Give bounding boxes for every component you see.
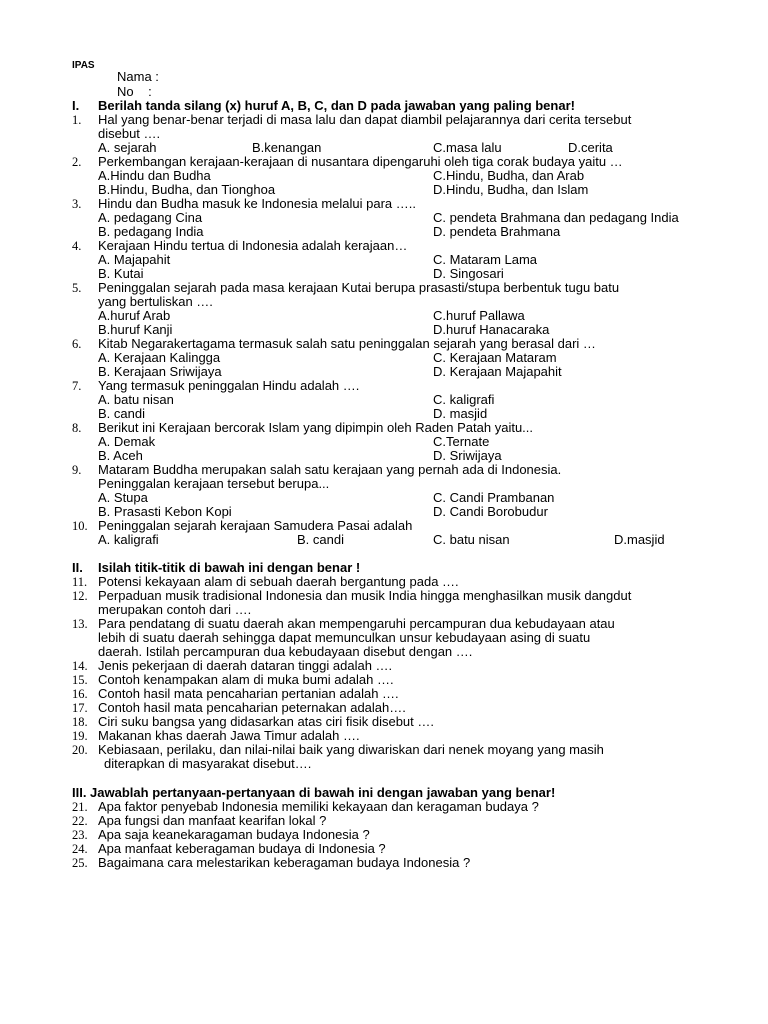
question-21 <box>0 800 768 814</box>
option-d: D. Kerajaan Majapahit <box>433 364 562 379</box>
option-b: B.huruf Kanji <box>98 322 173 337</box>
option-c: C. Mataram Lama <box>433 252 538 267</box>
question-text: Mataram Buddha merupakan salah satu kerajaan yang pernah ada di Indonesia. <box>98 462 562 477</box>
option-c: C. Candi Prambanan <box>433 490 555 505</box>
question-19 <box>0 729 768 743</box>
question-number: 14. <box>72 659 88 673</box>
option-d: D.huruf Hanacaraka <box>433 322 550 337</box>
option-d: D. Candi Borobudur <box>433 504 548 519</box>
question-13-cont2 <box>0 645 768 659</box>
question-20 <box>0 743 768 757</box>
question-text: Apa manfaat keberagaman budaya di Indonesia ? <box>98 841 386 856</box>
option-a: A. kaligrafi <box>98 532 159 547</box>
question-text: Apa faktor penyebab Indonesia memiliki kekayaan dan keragaman budaya ? <box>98 799 539 814</box>
question-text: Ciri suku bangsa yang didasarkan atas ciri fisik disebut …. <box>98 714 434 729</box>
question-text: Hindu dan Budha masuk ke Indonesia melalui para ….. <box>98 196 416 211</box>
option-a: A.huruf Arab <box>98 308 171 323</box>
question-13-cont1 <box>0 631 768 645</box>
question-6-options-row1 <box>0 351 768 365</box>
question-text: merupakan contoh dari …. <box>98 602 252 617</box>
option-b: B. Kutai <box>98 266 144 281</box>
question-text: Apa saja keanekaragaman budaya Indonesia ? <box>98 827 370 842</box>
option-a: A. Kerajaan Kalingga <box>98 350 221 365</box>
question-8-options-row2 <box>0 449 768 463</box>
section-2-number: II. <box>72 560 83 575</box>
question-number: 17. <box>72 701 88 715</box>
question-number: 23. <box>72 828 88 842</box>
question-number: 8. <box>72 421 82 435</box>
question-number: 11. <box>72 575 88 589</box>
question-number: 3. <box>72 197 82 211</box>
question-number: 18. <box>72 715 88 729</box>
question-4-options-row2 <box>0 267 768 281</box>
question-text: Hal yang benar-benar terjadi di masa lalu dan dapat diambil pelajarannya dari cerita tersebut <box>98 112 632 127</box>
question-11 <box>0 575 768 589</box>
question-text: lebih di suatu daerah sehingga dapat memunculkan unsur kebudayaan asing di suatu <box>98 630 591 645</box>
question-3 <box>0 197 768 211</box>
name-field-label: Nama : <box>117 69 159 84</box>
option-c: C.Ternate <box>433 434 490 449</box>
question-17 <box>0 701 768 715</box>
question-3-options-row1 <box>0 211 768 225</box>
question-number: 19. <box>72 729 88 743</box>
option-d: D.cerita <box>568 140 613 155</box>
question-22 <box>0 814 768 828</box>
option-d: D.masjid <box>614 532 665 547</box>
question-9-options-row1 <box>0 491 768 505</box>
question-10 <box>0 519 768 533</box>
question-text: Perpaduan musik tradisional Indonesia dan musik India hingga menghasilkan musik dangdut <box>98 588 632 603</box>
question-number: 13. <box>72 617 88 631</box>
question-5-options-row1 <box>0 309 768 323</box>
option-a: A. sejarah <box>98 140 157 155</box>
question-text: Para pendatang di suatu daerah akan mempengaruhi percampuran dua kebudayaan atau <box>98 616 615 631</box>
question-number: 9. <box>72 463 82 477</box>
option-c: C. batu nisan <box>433 532 510 547</box>
question-23 <box>0 828 768 842</box>
question-18 <box>0 715 768 729</box>
number-field-label: No : <box>117 84 152 99</box>
question-text: Kebiasaan, perilaku, dan nilai-nilai baik yang diwariskan dari nenek moyang yang masih <box>98 742 604 757</box>
question-text: diterapkan di masyarakat disebut…. <box>104 756 312 771</box>
option-c: C.huruf Pallawa <box>433 308 525 323</box>
question-1-options <box>0 141 768 155</box>
question-9-cont <box>0 477 768 491</box>
question-4-options-row1 <box>0 253 768 267</box>
question-text: Kerajaan Hindu tertua di Indonesia adalah kerajaan… <box>98 238 408 253</box>
option-a: A. Stupa <box>98 490 148 505</box>
question-text: Berikut ini Kerajaan bercorak Islam yang dipimpin oleh Raden Patah yaitu... <box>98 420 534 435</box>
question-text: Potensi kekayaan alam di sebuah daerah bergantung pada …. <box>98 574 459 589</box>
question-number: 22. <box>72 814 88 828</box>
question-number: 20. <box>72 743 88 757</box>
option-a: A. Majapahit <box>98 252 171 267</box>
question-text: Bagaimana cara melestarikan keberagaman budaya Indonesia ? <box>98 855 471 870</box>
option-b: B. Prasasti Kebon Kopi <box>98 504 232 519</box>
question-2 <box>0 155 768 169</box>
question-2-options-row2 <box>0 183 768 197</box>
question-number: 1. <box>72 113 82 127</box>
question-5-cont <box>0 295 768 309</box>
option-c: C.Hindu, Budha, dan Arab <box>433 168 585 183</box>
subject-label: IPAS <box>72 60 95 71</box>
section-2-heading <box>0 561 768 575</box>
section-1-heading <box>0 99 768 113</box>
option-d: D. pendeta Brahmana <box>433 224 561 239</box>
option-a: A. batu nisan <box>98 392 174 407</box>
question-text: Contoh kenampakan alam di muka bumi adalah …. <box>98 672 394 687</box>
question-text: Contoh hasil mata pencaharian pertanian adalah …. <box>98 686 399 701</box>
question-9 <box>0 463 768 477</box>
option-b: B. Kerajaan Sriwijaya <box>98 364 222 379</box>
question-text: Contoh hasil mata pencaharian peternakan adalah…. <box>98 700 406 715</box>
option-a: A. Demak <box>98 434 156 449</box>
question-number: 25. <box>72 856 88 870</box>
question-number: 12. <box>72 589 88 603</box>
question-3-options-row2 <box>0 225 768 239</box>
option-d: D. Singosari <box>433 266 504 281</box>
question-8 <box>0 421 768 435</box>
question-12 <box>0 589 768 603</box>
question-number: 7. <box>72 379 82 393</box>
question-text: yang bertuliskan …. <box>98 294 213 309</box>
question-7 <box>0 379 768 393</box>
option-b: B. candi <box>297 532 344 547</box>
question-number: 21. <box>72 800 88 814</box>
question-14 <box>0 659 768 673</box>
option-b: B.kenangan <box>252 140 322 155</box>
option-c: C. Kerajaan Mataram <box>433 350 557 365</box>
question-2-options-row1 <box>0 169 768 183</box>
question-16 <box>0 687 768 701</box>
question-13 <box>0 617 768 631</box>
option-c: C. pendeta Brahmana dan pedagang India <box>433 210 679 225</box>
option-c: C. kaligrafi <box>433 392 495 407</box>
option-a: A. pedagang Cina <box>98 210 203 225</box>
question-text: Jenis pekerjaan di daerah dataran tinggi adalah …. <box>98 658 393 673</box>
question-text: Makanan khas daerah Jawa Timur adalah …. <box>98 728 360 743</box>
section-1-number: I. <box>72 98 80 113</box>
option-d: D.Hindu, Budha, dan Islam <box>433 182 589 197</box>
option-c: C.masa lalu <box>433 140 502 155</box>
question-number: 2. <box>72 155 82 169</box>
question-1 <box>0 113 768 127</box>
option-a: A.Hindu dan Budha <box>98 168 211 183</box>
question-number: 10. <box>72 519 88 533</box>
question-text: Peninggalan sejarah kerajaan Samudera Pasai adalah <box>98 518 413 533</box>
option-b: B.Hindu, Budha, dan Tionghoa <box>98 182 276 197</box>
question-20-cont <box>0 757 768 771</box>
question-5 <box>0 281 768 295</box>
question-number: 4. <box>72 239 82 253</box>
question-number: 5. <box>72 281 82 295</box>
option-d: D. Sriwijaya <box>433 448 502 463</box>
question-text: daerah. Istilah percampuran dua kebudayaan disebut dengan …. <box>98 644 473 659</box>
question-4 <box>0 239 768 253</box>
section-2-title: Isilah titik-titik di bawah ini dengan benar ! <box>98 560 361 575</box>
question-text: Peninggalan sejarah pada masa kerajaan Kutai berupa prasasti/stupa berbentuk tugu batu <box>98 280 620 295</box>
option-b: B. candi <box>98 406 145 421</box>
section-3-heading <box>0 786 768 800</box>
question-12-cont <box>0 603 768 617</box>
section-1-title: Berilah tanda silang (x) huruf A, B, C, dan D pada jawaban yang paling benar! <box>98 98 575 113</box>
question-text: Kitab Negarakertagama termasuk salah satu peninggalan sejarah yang berasal dari … <box>98 336 596 351</box>
question-number: 6. <box>72 337 82 351</box>
question-text: Apa fungsi dan manfaat kearifan lokal ? <box>98 813 327 828</box>
question-number: 24. <box>72 842 88 856</box>
question-15 <box>0 673 768 687</box>
question-8-options-row1 <box>0 435 768 449</box>
question-7-options-row2 <box>0 407 768 421</box>
question-number: 15. <box>72 673 88 687</box>
question-25 <box>0 856 768 870</box>
question-9-options-row2 <box>0 505 768 519</box>
section-3-title: III. Jawablah pertanyaan-pertanyaan di bawah ini dengan jawaban yang benar! <box>72 785 556 800</box>
question-6-options-row2 <box>0 365 768 379</box>
question-1-cont <box>0 127 768 141</box>
question-number: 16. <box>72 687 88 701</box>
option-b: B. pedagang India <box>98 224 204 239</box>
option-d: D. masjid <box>433 406 488 421</box>
question-10-options <box>0 533 768 547</box>
question-7-options-row1 <box>0 393 768 407</box>
question-text: Yang termasuk peninggalan Hindu adalah …. <box>98 378 360 393</box>
option-b: B. Aceh <box>98 448 143 463</box>
question-text: disebut …. <box>98 126 161 141</box>
question-6 <box>0 337 768 351</box>
question-text: Perkembangan kerajaan-kerajaan di nusantara dipengaruhi oleh tiga corak budaya yaitu … <box>98 154 623 169</box>
question-5-options-row2 <box>0 323 768 337</box>
question-text: Peninggalan kerajaan tersebut berupa... <box>98 476 330 491</box>
question-24 <box>0 842 768 856</box>
